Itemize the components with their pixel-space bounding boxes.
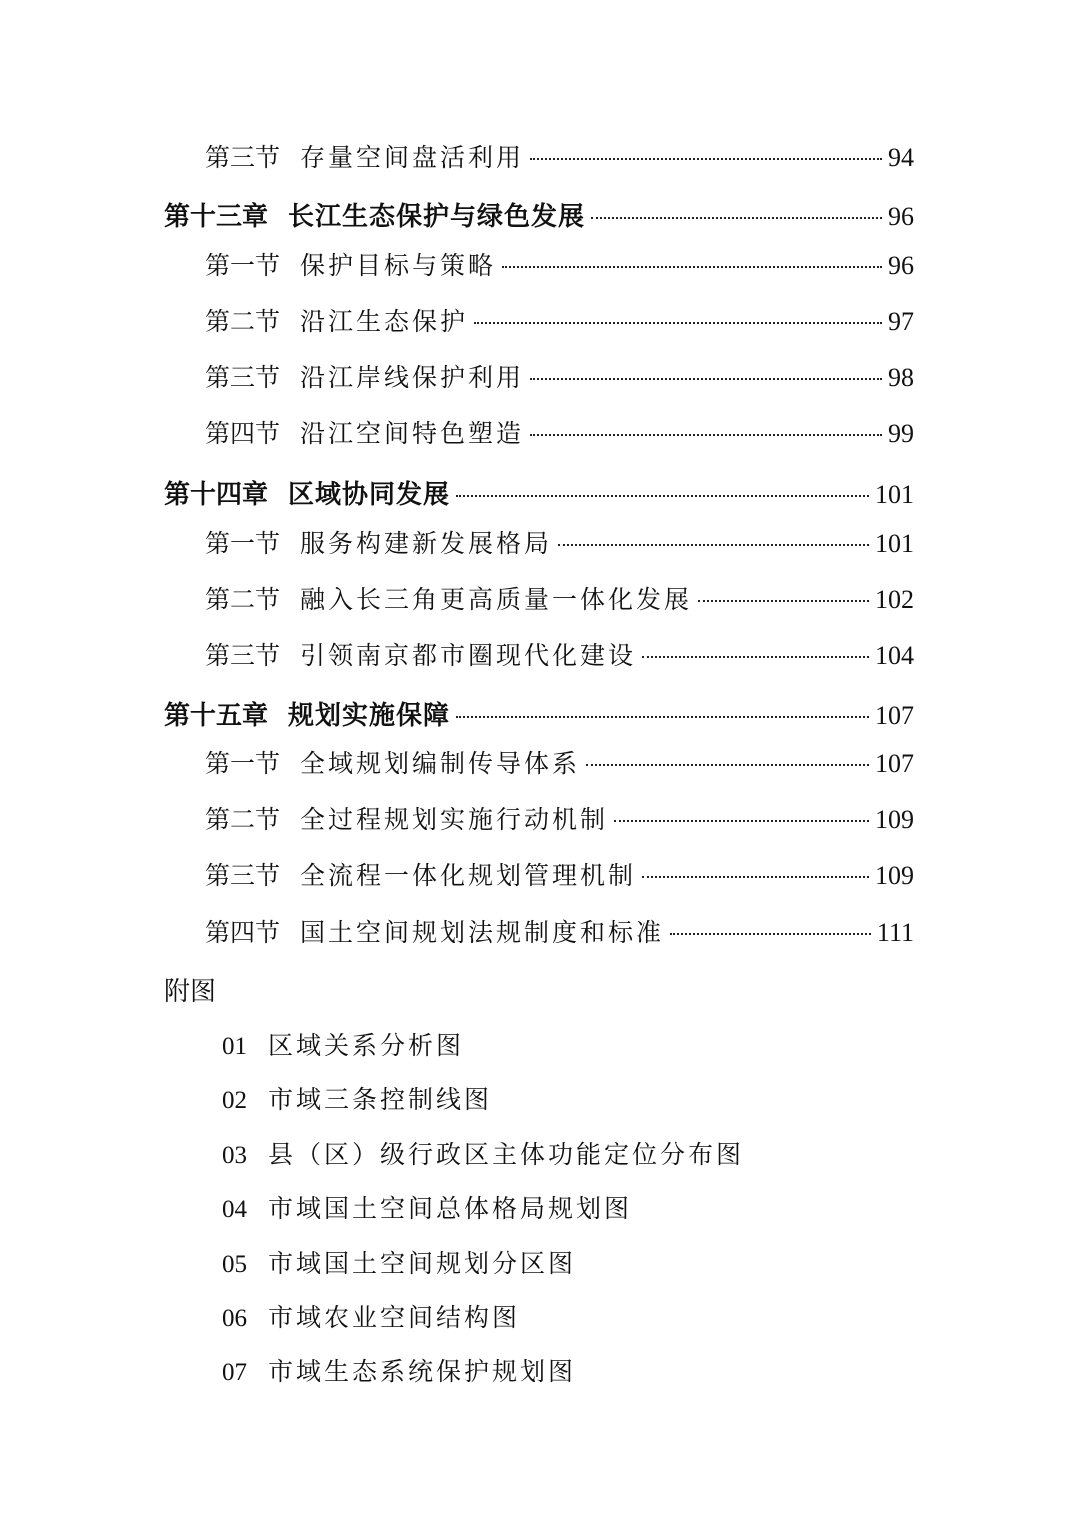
figure-list-item[interactable] — [222, 1080, 492, 1121]
appendix-heading: 附图 — [164, 977, 217, 1007]
toc-entry-title: 融入长三角更高质量一体化发展 — [300, 585, 693, 614]
figure-title: 区域关系分析图 — [268, 1031, 465, 1060]
toc-entry-label: 第十四章 — [164, 480, 269, 510]
toc-entry-label: 第二节 — [205, 805, 281, 834]
toc-entry-section[interactable] — [205, 636, 914, 676]
toc-entry-page: 94 — [888, 143, 914, 172]
toc-entry-section[interactable] — [205, 524, 914, 564]
toc-entry-chapter[interactable] — [164, 696, 914, 736]
figure-title: 市域三条控制线图 — [268, 1085, 493, 1114]
toc-entry-page: 104 — [875, 641, 914, 670]
toc-entry-page: 96 — [888, 251, 914, 280]
dot-leader — [614, 820, 869, 822]
toc-entry-title: 保护目标与策略 — [300, 251, 497, 280]
toc-entry-label: 第十五章 — [164, 701, 269, 731]
toc-entry-title: 存量空间盘活利用 — [300, 143, 525, 172]
figure-title: 县（区）级行政区主体功能定位分布图 — [268, 1140, 745, 1169]
toc-entry-label: 第三节 — [205, 143, 281, 172]
toc-entry-section[interactable] — [205, 800, 914, 840]
toc-entry-label: 第十三章 — [164, 202, 269, 232]
toc-entry-title: 沿江生态保护 — [300, 307, 469, 336]
toc-entry-title: 引领南京都市圈现代化建设 — [300, 641, 637, 670]
figure-number: 03 — [222, 1142, 247, 1169]
toc-entry-chapter[interactable] — [164, 197, 914, 237]
dot-leader — [456, 495, 869, 497]
figure-number: 07 — [222, 1359, 247, 1386]
toc-entry-section[interactable] — [205, 744, 914, 784]
toc-entry-title: 全流程一体化规划管理机制 — [300, 861, 637, 890]
figure-title: 市域农业空间结构图 — [268, 1303, 521, 1332]
figure-number: 04 — [222, 1196, 247, 1223]
toc-entry-title: 沿江空间特色塑造 — [300, 419, 525, 448]
figure-title: 市域国土空间规划分区图 — [268, 1249, 577, 1278]
figure-number: 06 — [222, 1305, 247, 1332]
toc-entry-page: 101 — [875, 480, 914, 509]
toc-entry-chapter[interactable] — [164, 475, 914, 515]
dot-leader — [591, 217, 882, 219]
dot-leader — [586, 764, 869, 766]
toc-entry-section[interactable] — [205, 358, 914, 398]
figure-title: 市域生态系统保护规划图 — [268, 1357, 577, 1386]
toc-entry-title: 沿江岸线保护利用 — [300, 363, 525, 392]
toc-entry-page: 96 — [888, 202, 914, 231]
dot-leader — [456, 716, 869, 718]
toc-entry-section[interactable] — [205, 414, 914, 454]
toc-entry-label: 第四节 — [205, 918, 281, 947]
toc-entry-page: 109 — [875, 861, 914, 890]
figure-number: 02 — [222, 1087, 247, 1114]
figure-number: 01 — [222, 1033, 247, 1060]
dot-leader — [670, 933, 871, 935]
toc-entry-section[interactable] — [205, 856, 914, 896]
toc-entry-page: 97 — [888, 307, 914, 336]
toc-entry-page: 101 — [875, 529, 914, 558]
dot-leader — [530, 434, 882, 436]
toc-entry-label: 第一节 — [205, 529, 281, 558]
toc-entry-title: 长江生态保护与绿色发展 — [288, 202, 586, 232]
toc-entry-page: 107 — [875, 749, 914, 778]
figure-list-item[interactable] — [222, 1135, 744, 1176]
dot-leader — [642, 876, 869, 878]
toc-entry-section[interactable] — [205, 138, 914, 178]
dot-leader — [642, 656, 869, 658]
figure-list-item[interactable] — [222, 1189, 632, 1230]
figure-list-item[interactable] — [222, 1298, 520, 1339]
figure-list-item[interactable] — [222, 1026, 464, 1067]
toc-entry-section[interactable] — [205, 580, 914, 620]
toc-entry-title: 规划实施保障 — [288, 701, 451, 731]
figure-list-item[interactable] — [222, 1352, 576, 1393]
toc-entry-page: 98 — [888, 363, 914, 392]
toc-entry-section[interactable] — [205, 302, 914, 342]
toc-entry-label: 第三节 — [205, 861, 281, 890]
toc-entry-label: 第三节 — [205, 641, 281, 670]
toc-entry-page: 109 — [875, 805, 914, 834]
toc-entry-label: 第四节 — [205, 419, 281, 448]
dot-leader — [698, 600, 869, 602]
toc-entry-title: 全域规划编制传导体系 — [300, 749, 581, 778]
toc-entry-section[interactable] — [205, 913, 914, 953]
dot-leader — [558, 544, 869, 546]
toc-entry-label: 第二节 — [205, 307, 281, 336]
toc-entry-label: 第三节 — [205, 363, 281, 392]
toc-entry-title: 服务构建新发展格局 — [300, 529, 553, 558]
toc-entry-section[interactable] — [205, 246, 914, 286]
dot-leader — [530, 378, 882, 380]
figure-list-item[interactable] — [222, 1244, 576, 1285]
toc-entry-page: 111 — [876, 918, 914, 947]
toc-entry-label: 第二节 — [205, 585, 281, 614]
dot-leader — [530, 158, 882, 160]
toc-entry-title: 全过程规划实施行动机制 — [300, 805, 609, 834]
dot-leader — [474, 322, 882, 324]
toc-entry-title: 区域协同发展 — [288, 480, 451, 510]
toc-entry-label: 第一节 — [205, 749, 281, 778]
figure-number: 05 — [222, 1251, 247, 1278]
figure-title: 市域国土空间总体格局规划图 — [268, 1194, 633, 1223]
toc-entry-page: 102 — [875, 585, 914, 614]
toc-entry-page: 107 — [875, 701, 914, 730]
toc-entry-title: 国土空间规划法规制度和标准 — [300, 918, 665, 947]
toc-entry-page: 99 — [888, 419, 914, 448]
toc-entry-label: 第一节 — [205, 251, 281, 280]
dot-leader — [502, 266, 882, 268]
